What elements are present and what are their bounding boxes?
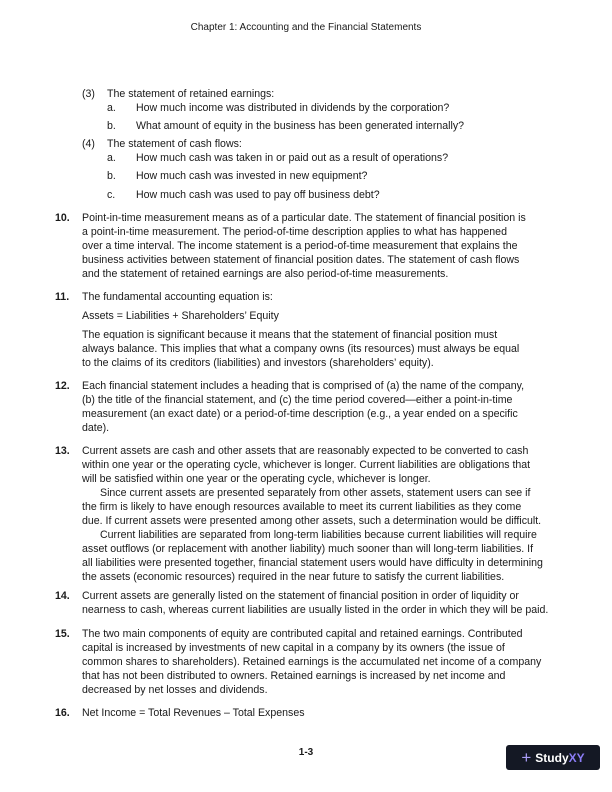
answer-line: Current assets are generally listed on the statement of financial position in order of liquidity or bbox=[82, 590, 519, 602]
sublist-heading: The statement of retained earnings: bbox=[107, 88, 275, 100]
question-label: a. bbox=[107, 102, 116, 114]
answer-line: will be satisfied within one year or the operating cycle, whichever is longer. bbox=[82, 473, 431, 485]
logo-text: StudyXY bbox=[535, 750, 585, 765]
answer-line: and the statement of retained earnings are also period-of-time measurements. bbox=[82, 268, 449, 280]
answer-line: decreased by net losses and dividends. bbox=[82, 684, 268, 696]
answer-number: 10. bbox=[55, 212, 70, 224]
answer-number: 12. bbox=[55, 380, 70, 392]
plus-icon: + bbox=[521, 748, 532, 767]
answer-line: to the claims of its creditors (liabilities) and investors (shareholders’ equity). bbox=[82, 357, 434, 369]
answer-line: Current assets are cash and other assets that are reasonably expected to be converted to cash bbox=[82, 445, 529, 457]
answer-line: capital is increased by investments of new capital in a company by its owners (the issue of bbox=[82, 642, 505, 654]
chapter-header: Chapter 1: Accounting and the Financial Statements bbox=[190, 22, 422, 33]
answer-line: Point-in-time measurement means as of a particular date. The statement of financial position is bbox=[82, 212, 526, 224]
answer-line: within one year or the operating cycle, whichever is longer. Current liabilities are obligations that bbox=[82, 459, 531, 471]
answer-line: a point-in-time measurement. The period-of-time description applies to what has happened bbox=[82, 226, 507, 238]
question-text: What amount of equity in the business has been generated internally? bbox=[136, 120, 465, 132]
page-number: 1-3 bbox=[298, 747, 314, 758]
answer-line: measurement (an exact date) or a period-of-time description (e.g., a year ended on a specific bbox=[82, 408, 518, 420]
question-label: b. bbox=[107, 170, 116, 182]
answer-line: due. If current assets were presented among other assets, such a determination would be difficult. bbox=[82, 515, 542, 527]
answer-line: Net Income = Total Revenues – Total Expenses bbox=[82, 707, 305, 719]
answer-line: always balance. This implies that what a company owns (its resources) must always be equal bbox=[82, 343, 520, 355]
answer-line: the firm is likely to have enough resources available to meet its current liabilities as they come bbox=[82, 501, 522, 513]
answer-number: 15. bbox=[55, 628, 70, 640]
answer-number: 14. bbox=[55, 590, 70, 602]
answer-line: The equation is significant because it means that the statement of financial position must bbox=[82, 329, 498, 341]
answer-line: business activities between statement of financial position dates. The statement of cash flows bbox=[82, 254, 520, 266]
answer-line: (b) the title of the financial statement, and (c) the time period covered—either a point-in-time bbox=[82, 394, 513, 406]
question-text: How much cash was taken in or paid out as a result of operations? bbox=[136, 152, 449, 164]
answer-line: that has not been distributed to owners. Retained earnings is increased by net income and bbox=[82, 670, 506, 682]
question-label: c. bbox=[107, 189, 116, 201]
question-text: How much cash was invested in new equipment? bbox=[136, 170, 368, 182]
answer-line: Since current assets are presented separately from other assets, statement users can see if bbox=[100, 487, 531, 499]
sublist-label: (4) bbox=[82, 138, 95, 150]
sublist-heading: The statement of cash flows: bbox=[107, 138, 242, 150]
answer-line: nearness to cash, whereas current liabilities are usually listed in the order in which they will be paid. bbox=[82, 604, 549, 616]
answer-line: all liabilities were presented together, financial statement users would have difficulty in determining bbox=[82, 557, 543, 569]
answer-line: Each financial statement includes a heading that is comprised of (a) the name of the company, bbox=[82, 380, 525, 392]
question-text: How much income was distributed in dividends by the corporation? bbox=[136, 102, 450, 114]
answer-line: The two main components of equity are contributed capital and retained earnings. Contributed bbox=[82, 628, 523, 640]
answer-line: over a time interval. The income statement is a period-of-time measurement that explains the bbox=[82, 240, 518, 252]
answer-line: date). bbox=[82, 422, 110, 434]
studyxy-logo bbox=[506, 745, 600, 770]
question-text: How much cash was used to pay off business debt? bbox=[136, 189, 380, 201]
answer-line: The fundamental accounting equation is: bbox=[82, 291, 273, 303]
answer-number: 11. bbox=[55, 291, 70, 303]
answer-number: 16. bbox=[55, 707, 70, 719]
question-label: b. bbox=[107, 120, 116, 132]
answer-line: asset outflows (or replacement with another liability) much sooner than will long-term liabilities. If bbox=[82, 543, 534, 555]
answer-line: common shares to shareholders). Retained earnings is the accumulated net income of a company bbox=[82, 656, 542, 668]
answer-number: 13. bbox=[55, 445, 70, 457]
question-label: a. bbox=[107, 152, 116, 164]
sublist-label: (3) bbox=[82, 88, 95, 100]
answer-line: the assets (economic resources) required in the near future to satisfy the current liabilities. bbox=[82, 571, 505, 583]
answer-line: Assets = Liabilities + Shareholders’ Equity bbox=[82, 310, 279, 322]
answer-line: Current liabilities are separated from long-term liabilities because current liabilities will require bbox=[100, 529, 537, 541]
